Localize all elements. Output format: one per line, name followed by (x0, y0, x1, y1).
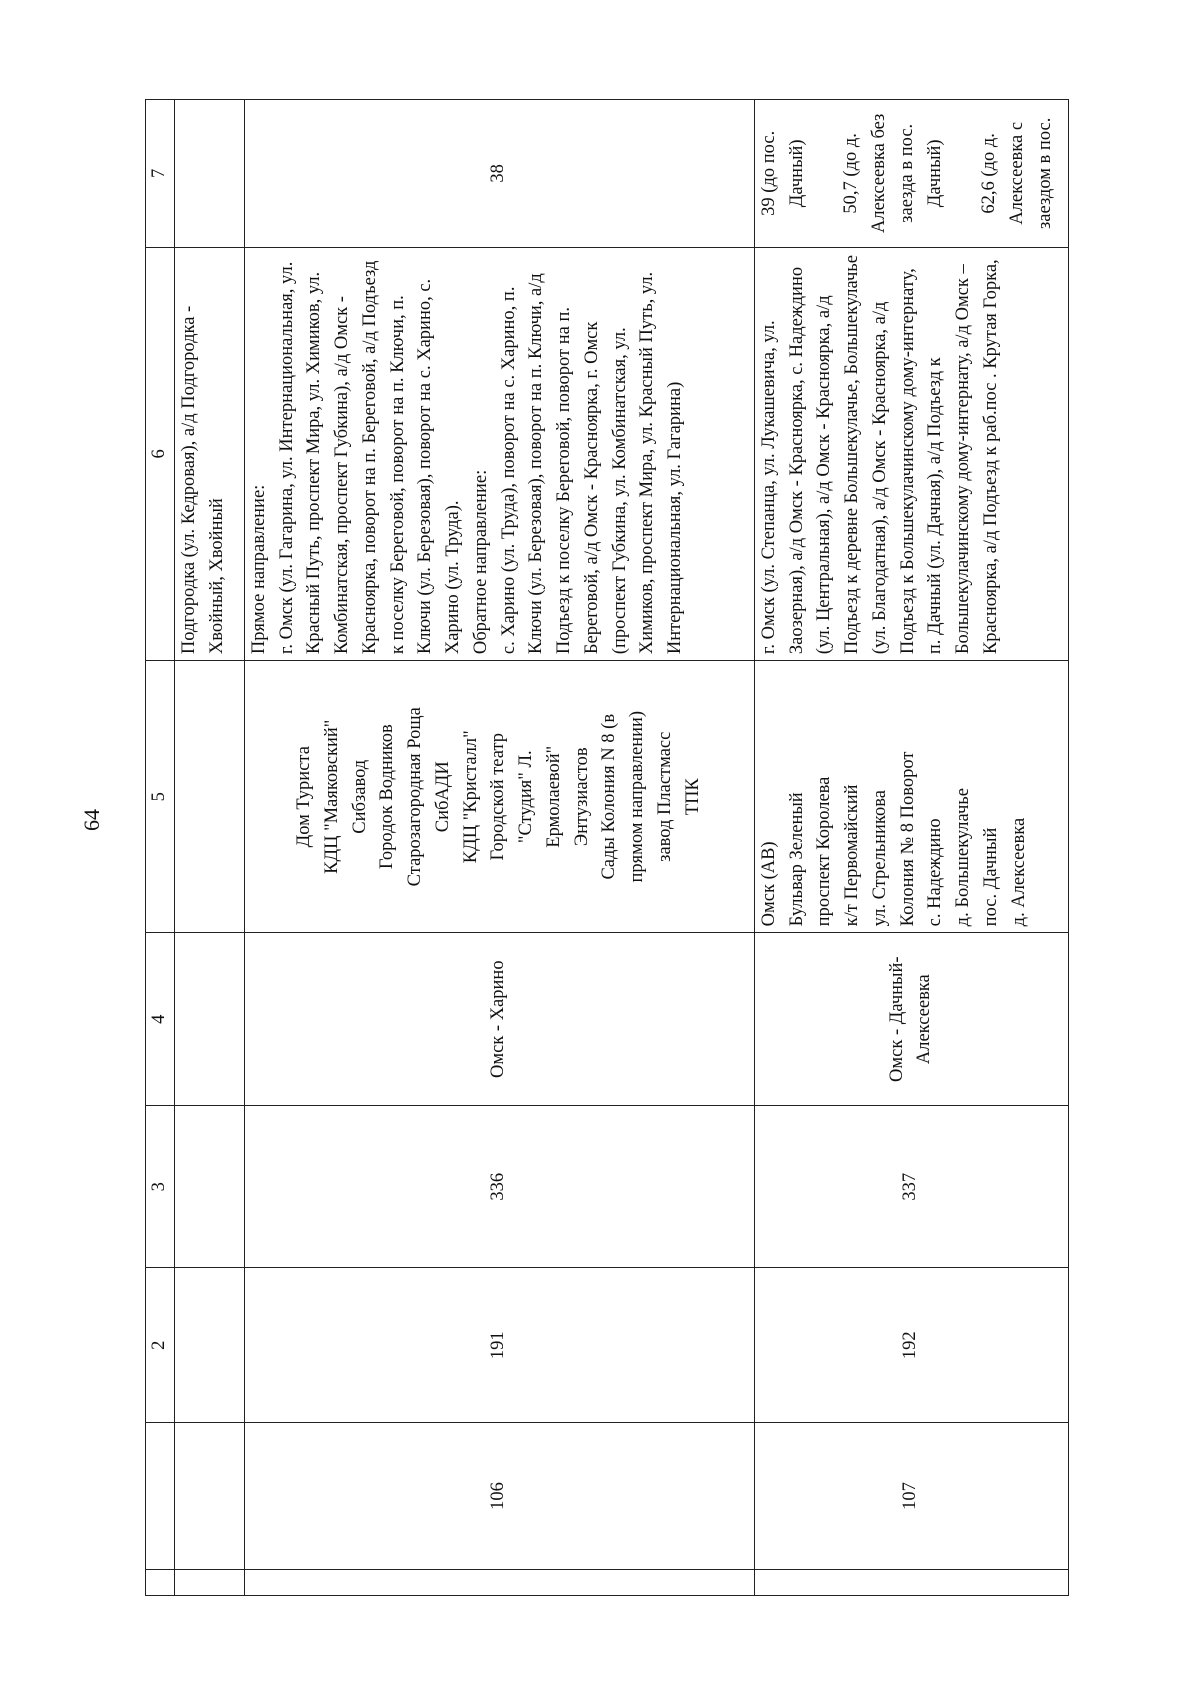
rotated-table-container (145, 99, 1067, 1596)
stop-item: Ермолаевой" (543, 745, 564, 848)
registration-number-cell: 192 (754, 1268, 1068, 1423)
table-row (244, 100, 754, 1596)
table-cell (244, 1569, 754, 1595)
stop-item: д. Алексеевка (1008, 817, 1029, 927)
header-cell-number (146, 1569, 175, 1595)
header-cell (146, 1423, 175, 1570)
description-line: с. Харино (ул. Труда), поворот на с. Харино, п. Ключи (ул. Березовая), поворот на п. Ключи, а/д Подъезд к поселку Береговой, поворот на п. Береговой, а/д Омск - Красноярка, г. Омск (проспект Губкина, ул. Комбинатская, ул. Химиков, проспект Мира, ул. Красный Путь, ул. Интернациональная, ул. Гагарина) (498, 271, 685, 655)
route-description-cell: Подгородка (ул. Кедровая), а/д Подгородка - Хвойный, Хвойный (174, 247, 244, 661)
stop-item: ТПК (682, 778, 703, 816)
table-cell (174, 661, 244, 933)
length-cell (244, 100, 754, 248)
description-line: Обратное направление: (470, 469, 491, 655)
stop-item: Бульвар Зеленый (786, 792, 807, 927)
stops-cell (754, 661, 1068, 933)
row-number-cell: 107 (754, 1423, 1068, 1570)
table-row (754, 100, 1068, 1596)
stop-item: Сибзавод (349, 759, 370, 834)
routes-table (145, 99, 1069, 1596)
length-value: 39 (до пос. Дачный) (758, 130, 807, 216)
table-cell (174, 933, 244, 1106)
route-name-cell: Омск - Харино (244, 933, 754, 1106)
table-cell (174, 1268, 244, 1423)
route-description-cell (244, 247, 754, 661)
header-cell: 6 (146, 247, 175, 661)
header-cell: 7 (146, 100, 175, 248)
continuation-row (174, 100, 244, 1596)
table-cell (174, 1569, 244, 1595)
stop-item: КДЦ "Маяковский" (321, 719, 342, 874)
table-cell (174, 1423, 244, 1570)
header-cell: 5 (146, 661, 175, 933)
route-description-cell (754, 247, 1068, 661)
stop-item: Городской театр (488, 732, 509, 861)
spacer (811, 106, 838, 241)
description-line: г. Омск (ул. Степанца, ул. Лукашевича, ул. Заозерная), а/д Омск - Красноярка, с. Надеждино (ул. Центральная), а/д Омск - Красноярка, а/д Подъезд к деревне Большекулачье, Большекулачье (ул. Благодатная), а/д Омск - Красноярка, а/д Подъезд к Большекулачинскому дому-интернату, п. Дачный (ул. Дачная), а/д Подъезд к Большекулачинскому дому-интернату, а/д Омск – Красноярка, а/д Подъезд к раб.пос . Крутая Горка, (758, 255, 1001, 655)
stop-item: пос. Дачный (980, 827, 1001, 927)
stop-item: Сады Колония N 8 (в (599, 713, 620, 880)
registration-number-cell: 191 (244, 1268, 754, 1423)
header-cell: 2 (146, 1268, 175, 1423)
stop-item: проспект Королева (814, 776, 835, 927)
stop-item: прямом направлении) (627, 710, 648, 883)
table-cell (754, 1569, 1068, 1595)
length-value: 62,6 (до д. Алексеевка с заездом в пос. (979, 117, 1055, 230)
stop-item: д. Большекулачье (953, 788, 973, 927)
route-number-cell: 337 (754, 1106, 1068, 1268)
header-row (146, 100, 175, 1596)
stop-item: ул. Стрельникова (869, 790, 890, 927)
header-cell: 3 (146, 1106, 175, 1268)
stop-item: к/т Первомайский (842, 784, 862, 927)
spacer (949, 106, 976, 241)
stop-item: Колония № 8 Поворот (897, 751, 918, 927)
description-line: г. Омск (ул. Гагарина, ул. Интернациональная, ул. Красный Путь, проспект Мира, ул. Химиков, ул. Комбинатская, проспект Губкина), а/д Омск - Красноярка, поворот на п. Береговой, а/д Подъезд к поселку Береговой, поворот на п. Ключи, п. Ключи (ул. Березовая), поворот на с. Харино, с. Харино (ул. Труда). (276, 260, 463, 655)
stop-item: СибАДИ (432, 761, 453, 833)
stop-item: Энтузиастов (571, 747, 592, 847)
table-cell (174, 100, 244, 248)
length-value: 50,7 (до д. Алексеевка без заезда в пос. Дачный) (841, 113, 945, 234)
stop-item: завод Пластмасс (654, 731, 675, 862)
stops-cell (244, 661, 754, 933)
table-cell (174, 1106, 244, 1268)
stop-item: Дом Туриста (294, 746, 315, 848)
length-value: 38 (488, 164, 509, 183)
stop-item: КДЦ "Кристалл" (460, 730, 481, 864)
length-cell (754, 100, 1068, 248)
route-number-cell: 336 (244, 1106, 754, 1268)
row-number-cell: 106 (244, 1423, 754, 1570)
header-cell: 4 (146, 933, 175, 1106)
stop-item: Старозагородная Роща (405, 707, 426, 887)
stop-item: Омск (АВ) (758, 841, 779, 927)
description-line: Прямое направление: (248, 484, 269, 655)
page-number: 64 (79, 809, 104, 831)
stop-item: Городок Водников (377, 724, 398, 870)
route-name-cell: Омск - Дачный-Алексеевка (754, 933, 1068, 1106)
stop-item: "Студия" Л. (516, 750, 537, 844)
stop-item: с. Надеждино (925, 818, 946, 927)
